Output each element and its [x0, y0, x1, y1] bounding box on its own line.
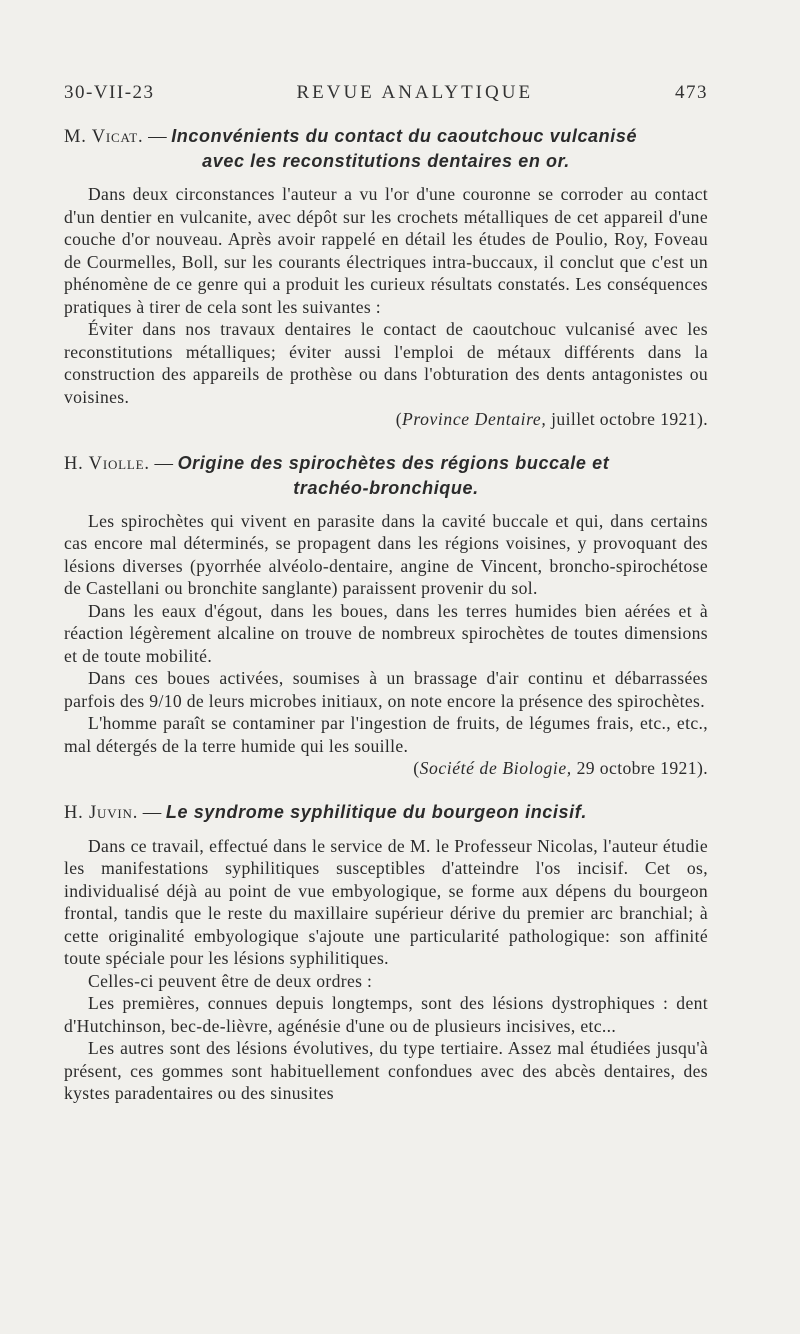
heading-dash: —: [138, 802, 166, 823]
heading-dash: —: [143, 127, 172, 147]
paragraph: Dans ces boues activées, soumises à un brassage d'air continu et débarrassées parfois des 9/10 de leurs microbes initiaux, on note encore la présence des spirochètes.: [64, 668, 708, 711]
article-author: H. Juvin.: [64, 802, 139, 823]
article-vicat: [64, 124, 708, 431]
article-author: M. Vicat.: [64, 127, 144, 147]
article-juvin: [64, 800, 708, 1105]
paragraph: Les premières, connues depuis longtemps, sont des lésions dystrophiques : dent d'Hutchinson, bec-de-lièvre, agénésie d'une ou de plusieurs incisives, etc...: [64, 993, 708, 1036]
article-title: Inconvénients du contact du caoutchouc vulcanisé: [171, 126, 638, 146]
source-date: juillet octobre 1921: [551, 409, 697, 429]
article-heading: [64, 124, 708, 173]
source-date: 29 octobre 1921: [576, 758, 697, 778]
article-heading: [64, 451, 708, 500]
article-title: Le syndrome syphilitique du bourgeon incisif.: [165, 801, 587, 822]
source-journal: Province Dentaire,: [401, 409, 547, 429]
paragraph: L'homme paraît se contaminer par l'ingestion de fruits, de légumes frais, etc., etc., mal détergés de la terre humide qui les souille.: [64, 713, 708, 756]
article-author: H. Violle.: [64, 453, 150, 474]
article-title: Origine des spirochètes des régions buccale et: [177, 452, 610, 473]
article-title-continued: avec les reconstitutions dentaires en or.: [202, 151, 570, 171]
heading-dash: —: [149, 453, 178, 474]
running-head: [64, 82, 708, 104]
article-title-continued: trachéo-bronchique.: [293, 477, 479, 498]
article-body: [64, 835, 708, 1105]
issue-code: 30-VII-23: [64, 82, 155, 103]
article-source: (Société de Biologie, 29 octobre 1921).: [413, 758, 708, 778]
article-body: [64, 183, 708, 408]
paragraph: Éviter dans nos travaux dentaires le contact de caoutchouc vulcanisé avec les reconstitutions métalliques; éviter aussi l'emploi de métaux différents dans la construction des appareils de prothèse ou dans l'obturation des dents antagonistes ou voisines.: [64, 319, 708, 407]
paragraph: Dans deux circonstances l'auteur a vu l'or d'une couronne se corroder au contact d'un dentier en vulcanite, avec dépôt sur les crochets métalliques de cet appareil d'une couche d'or nouveau. Après avoir rappelé en détail les études de Poulio, Roy, Foveau de Courmelles, Boll, sur les courants électriques intra-buccaux, il conclut que c'est un phénomène de ce genre qui a produit les curieux résultats constatés. Les conséquences pratiques à tirer de cela sont les suivantes :: [64, 184, 708, 317]
paragraph: Dans ce travail, effectué dans le service de M. le Professeur Nicolas, l'auteur étudie les manifestations syphilitiques susceptibles d'atteindre l'os incisif. Cet os, individualisé déjà au point de vue embyologique, se forme aux dépens du bourgeon frontal, tandis que le reste du maxillaire supérieur dérive du premier arc branchial; à cette originalité embyologique s'ajoute une particularité pathologique: son affinité toute spéciale pour les lésions syphilitiques.: [64, 835, 708, 968]
article-heading: [64, 800, 708, 825]
paragraph: Dans les eaux d'égout, dans les boues, dans les terres humides bien aérées et à réaction légèrement alcaline on trouve de nombreux spirochètes de toutes dimensions et de toute mobilité.: [64, 600, 708, 666]
page-number: 473: [674, 82, 708, 103]
article-source: (Province Dentaire, juillet octobre 1921).: [395, 409, 708, 429]
journal-section-title: REVUE ANALYTIQUE: [296, 82, 534, 103]
paragraph: Les spirochètes qui vivent en parasite dans la cavité buccale et qui, dans certains cas encore mal déterminés, se propagent dans les régions voisines, y provoquant des lésions diverses (pyorrhée alvéolo-dentaire, angine de Vincent, broncho-spirochétose de Castellani ou bronchite sanglante) paraissent provenir du sol.: [64, 510, 708, 598]
source-journal: Société de Biologie,: [419, 758, 572, 778]
article-violle: [64, 451, 708, 780]
paragraph: Les autres sont des lésions évolutives, du type tertiaire. Assez mal étudiées jusqu'à présent, ces gommes sont habituellement confondues avec des abcès dentaires, des kystes paradentaires ou des sinusites: [64, 1038, 708, 1103]
article-body: [64, 510, 708, 758]
paragraph: Celles-ci peuvent être de deux ordres :: [88, 970, 373, 991]
